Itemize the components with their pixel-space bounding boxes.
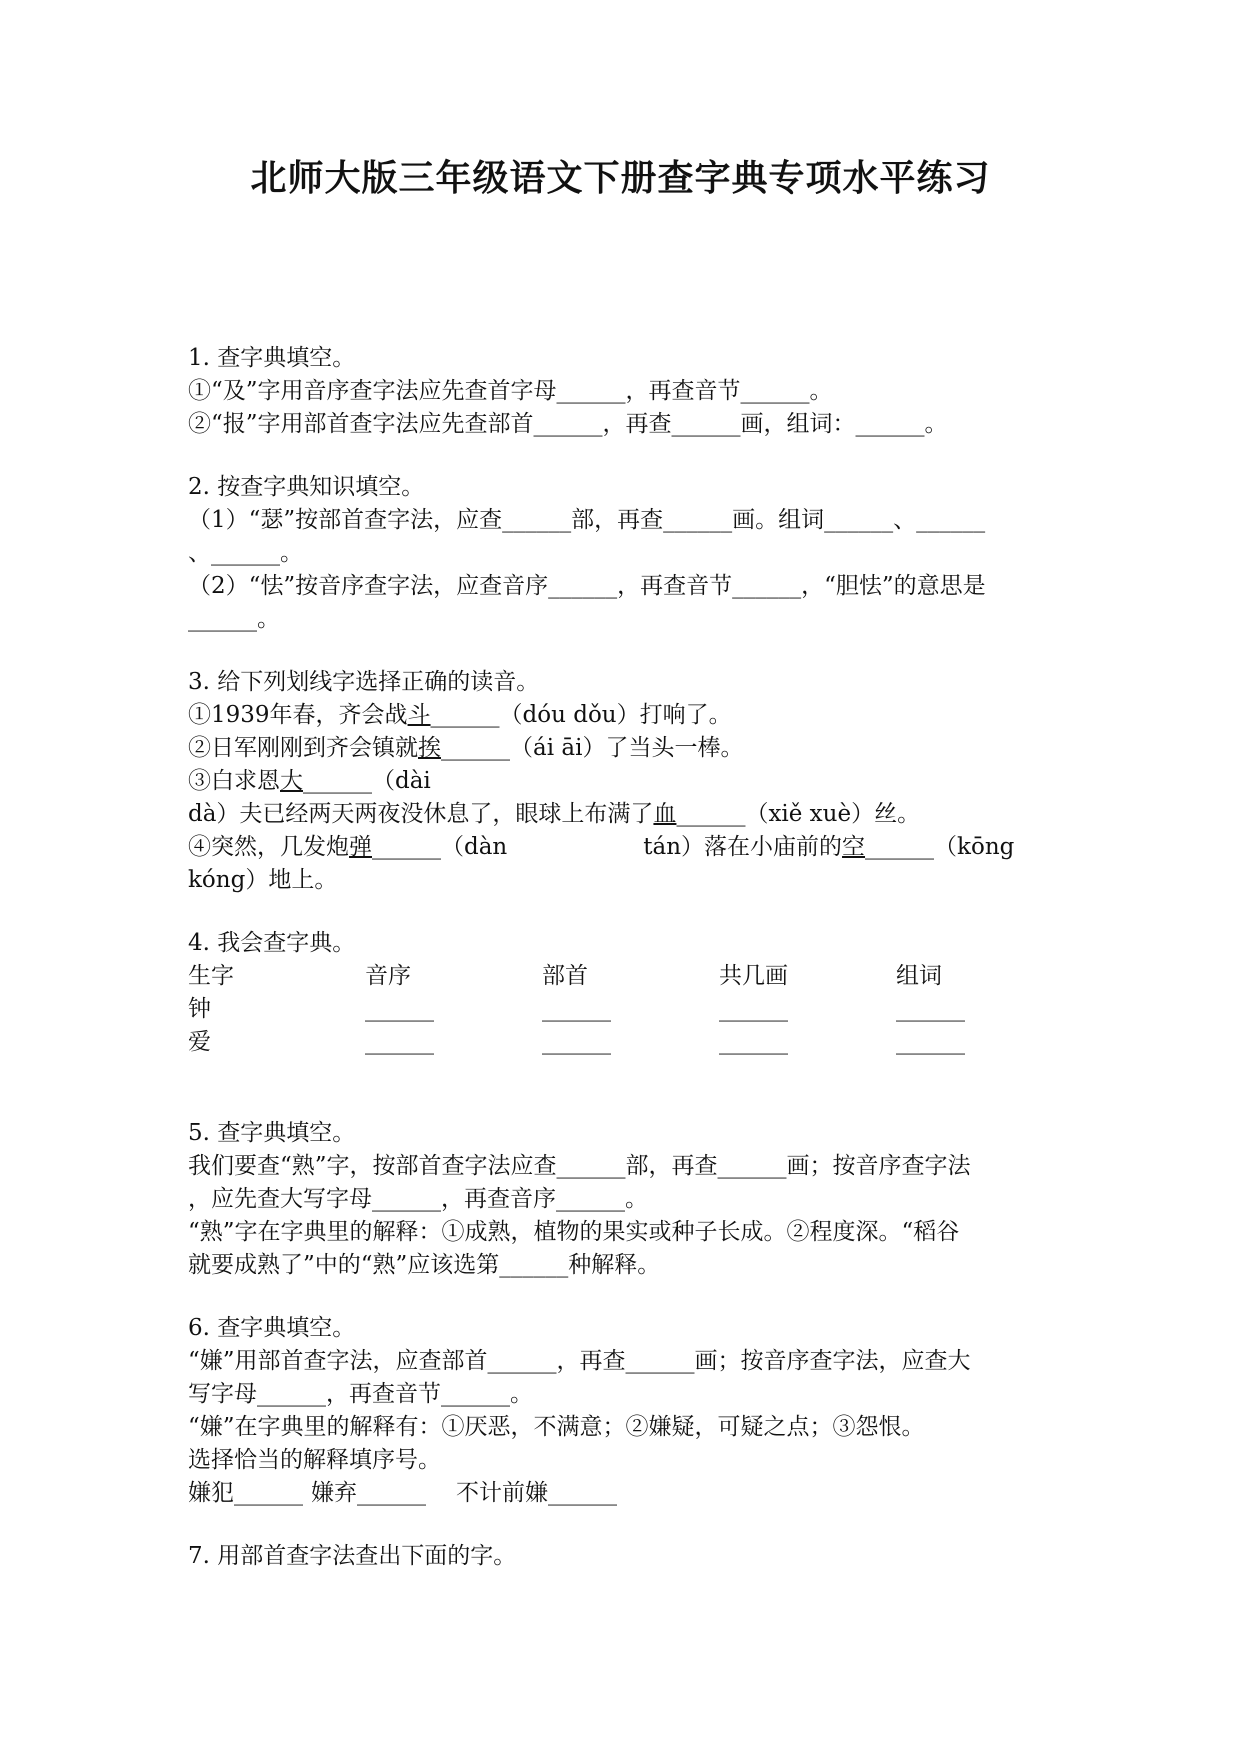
question-heading: 5. 查字典填空。 bbox=[188, 1120, 356, 1146]
question-line bbox=[188, 831, 1058, 864]
underlined-char: 血 bbox=[653, 801, 677, 827]
table-cell: ______ bbox=[896, 1029, 965, 1055]
question-line bbox=[188, 699, 1058, 732]
table-cell: ______ bbox=[365, 996, 434, 1022]
question-line: ______。 bbox=[188, 606, 280, 632]
spacer bbox=[188, 1059, 1058, 1117]
underlined-char: 弹 bbox=[349, 834, 372, 860]
question-7 bbox=[188, 1540, 1058, 1573]
question-line bbox=[188, 732, 1058, 765]
question-line bbox=[188, 798, 1058, 831]
line-text: ______（kōng bbox=[865, 834, 1015, 860]
underlined-char: 挨 bbox=[418, 735, 441, 761]
question-line: 、______。 bbox=[188, 540, 303, 566]
question-line: （2）“怯”按音序查字法，应查音序______，再查音节______，“胆怯”的意思是 bbox=[188, 573, 986, 599]
question-4 bbox=[188, 927, 1058, 1059]
spacer bbox=[188, 1510, 1058, 1540]
question-line: 我们要查“熟”字，按部首查字法应查______部，再查______画；按音序查字法 bbox=[188, 1153, 971, 1179]
question-heading: 7. 用部首查字法查出下面的字。 bbox=[188, 1543, 517, 1569]
question-1 bbox=[188, 342, 1058, 441]
question-line bbox=[188, 765, 1058, 798]
question-line: 就要成熟了”中的“熟”应该选第______种解释。 bbox=[188, 1252, 661, 1278]
question-line: kóng）地上。 bbox=[188, 867, 338, 893]
line-text: ④突然，几发炮 bbox=[188, 834, 349, 860]
line-text: ______（dàn bbox=[372, 834, 508, 860]
line-text: ______（ái āi）了当头一棒。 bbox=[441, 735, 744, 761]
question-5 bbox=[188, 1117, 1058, 1282]
question-line: “熟”字在字典里的解释：①成熟，植物的果实或种子长成。②程度深。“稻谷 bbox=[188, 1219, 960, 1245]
spacer bbox=[188, 1282, 1058, 1312]
question-2 bbox=[188, 471, 1058, 636]
spacer bbox=[188, 897, 1058, 927]
line-text: ①1939年春，齐会战 bbox=[188, 702, 408, 728]
spacer bbox=[188, 636, 1058, 666]
table-header: 生字 bbox=[188, 963, 234, 989]
table-cell: ______ bbox=[719, 996, 788, 1022]
line-text: ______（dóu dǒu）打响了。 bbox=[430, 702, 732, 728]
page-title: 北师大版三年级语文下册查字典专项水平练习 bbox=[250, 158, 991, 199]
question-line: “嫌”在字典里的解释有：①厌恶，不满意；②嫌疑，可疑之点；③怨恨。 bbox=[188, 1414, 925, 1440]
question-line: ②“报”字用部首查字法应先查部首______，再查______画，组词：______。 bbox=[188, 411, 948, 437]
question-line bbox=[188, 1477, 1058, 1510]
question-line: “嫌”用部首查字法，应查部首______，再查______画；按音序查字法，应查大 bbox=[188, 1348, 971, 1374]
question-heading: 4. 我会查字典。 bbox=[188, 930, 356, 956]
table-header: 共几画 bbox=[719, 963, 788, 989]
question-heading: 6. 查字典填空。 bbox=[188, 1315, 356, 1341]
worksheet-content bbox=[188, 342, 1058, 1573]
question-line: 选择恰当的解释填序号。 bbox=[188, 1447, 441, 1473]
table-header: 部首 bbox=[542, 963, 588, 989]
underlined-char: 空 bbox=[842, 834, 866, 860]
line-text: ③白求恩 bbox=[188, 768, 280, 794]
underlined-char: 斗 bbox=[407, 702, 431, 728]
line-text: ______（xiě xuè）丝。 bbox=[676, 801, 921, 827]
question-line: ①“及”字用音序查字法应先查首字母______，再查音节______。 bbox=[188, 378, 833, 404]
table-header: 音序 bbox=[365, 963, 411, 989]
table-cell: ______ bbox=[542, 1029, 611, 1055]
spacer bbox=[188, 441, 1058, 471]
question-6 bbox=[188, 1312, 1058, 1510]
table-cell: ______ bbox=[896, 996, 965, 1022]
answer-item: 嫌犯______ bbox=[188, 1480, 303, 1506]
question-3 bbox=[188, 666, 1058, 897]
question-heading: 2. 按查字典知识填空。 bbox=[188, 474, 425, 500]
question-line: （1）“瑟”按部首查字法，应查______部，再查______画。组词______、______ bbox=[188, 507, 986, 533]
question-heading: 3. 给下列划线字选择正确的读音。 bbox=[188, 669, 540, 695]
table-cell: ______ bbox=[365, 1029, 434, 1055]
table-cell: 爱 bbox=[188, 1029, 211, 1055]
line-text: tán）落在小庙前的 bbox=[643, 834, 843, 860]
table-cell: ______ bbox=[719, 1029, 788, 1055]
lookup-table bbox=[188, 960, 1058, 1059]
table-cell: ______ bbox=[542, 996, 611, 1022]
question-line: 写字母______，再查音节______。 bbox=[188, 1381, 533, 1407]
line-text: dà）夫已经两天两夜没休息了，眼球上布满了 bbox=[188, 801, 654, 827]
question-line: ，应先查大写字母______，再查音序______。 bbox=[188, 1186, 648, 1212]
table-header: 组词 bbox=[896, 963, 942, 989]
table-cell: 钟 bbox=[188, 996, 211, 1022]
underlined-char: 大 bbox=[280, 768, 303, 794]
line-text: ②日军刚刚到齐会镇就 bbox=[188, 735, 418, 761]
answer-item: 不计前嫌______ bbox=[456, 1480, 617, 1506]
answer-item: 嫌弃______ bbox=[311, 1480, 426, 1506]
line-text: ______（dài bbox=[303, 768, 431, 794]
question-heading: 1. 查字典填空。 bbox=[188, 345, 356, 371]
